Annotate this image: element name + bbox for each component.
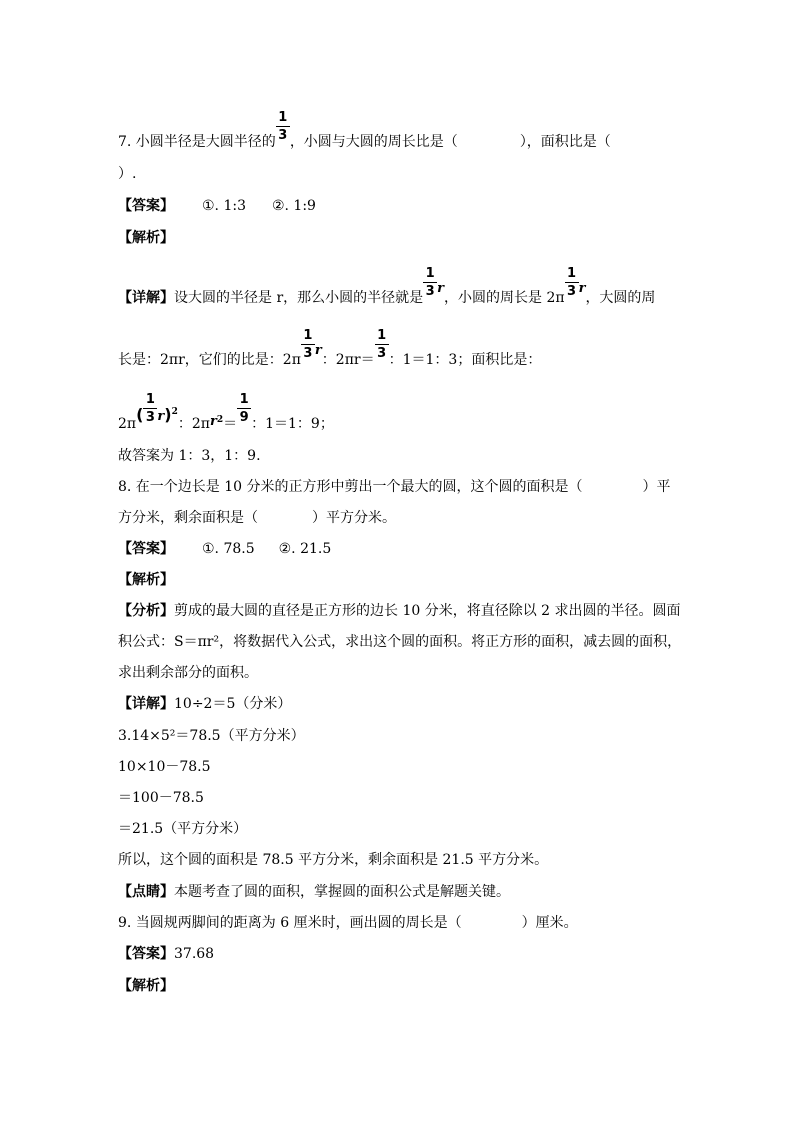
fraction-one-third: $\frac{1}{3}$ — [423, 301, 437, 302]
q8-analysis-line3: 求出剩余部分的面积。 — [118, 665, 258, 681]
q8-summary: 所以，这个圆的面积是 78.5 平方分米，剩余面积是 21.5 平方分米。 — [118, 852, 549, 868]
q8-answer: 【答案】 ①. 78.5 ②. 21.5 — [118, 541, 332, 557]
q8-analysis-tag: 【解析】 — [118, 572, 174, 588]
q8-analysis-line1: 【分析】剪成的最大圆的直径是正方形的边长 10 分米，将直径除以 2 求出圆的半径。圆面 — [118, 603, 681, 619]
fraction-one-third: $\frac{1}{3}$ — [375, 363, 389, 364]
answer-tag: 【答案】 — [118, 946, 174, 962]
q8-analysis-line2: 积公式：S＝πr²，将数据代入公式，求出这个圆的面积。将正方形的面积，减去圆的面积， — [118, 634, 682, 650]
q9-analysis-tag: 【解析】 — [118, 978, 174, 994]
q9-answer: 【答案】37.68 — [118, 946, 215, 962]
q7-answer: 【答案】 ①. 1:3 ②. 1:9 — [118, 198, 316, 214]
fraction-one-third: $\frac{1}{3}$ — [301, 363, 315, 364]
q8-detail-line1: 【详解】10÷2＝5（分米） — [118, 696, 292, 712]
q7-ratio-line: 长是：2πr，它们的比是：2π $\frac{1}{3}$ r：2πr＝ $\frac{1}{3}$ ：1＝1：3；面积比是： — [118, 328, 542, 368]
q7-detail-line1: 【详解】设大圆的半径是 r，那么小圆的半径就是 $\frac{1}{3}$ r，小圆的周长是 2π $\frac{1}{3}$ r，大圆的周 — [118, 266, 656, 306]
q7-conclusion: 故答案为 1：3，1：9. — [118, 448, 261, 464]
q8-detail-line2: 3.14×5²＝78.5（平方分米） — [118, 728, 305, 744]
q8-detail-line4: ＝100－78.5 — [118, 790, 204, 806]
q8-key-point: 【点睛】本题考查了圆的面积，掌握圆的面积公式是解题关键。 — [118, 884, 510, 900]
answer-tag: 【答案】 — [118, 198, 174, 214]
q7-analysis-tag: 【解析】 — [118, 230, 174, 246]
answer-tag: 【答案】 — [118, 541, 174, 557]
q8-detail-line3: 10×10－78.5 — [118, 759, 211, 775]
q8-stem-line1: 8. 在一个边长是 10 分米的正方形中剪出一个最大的圆，这个圆的面积是（ ）平 — [118, 479, 671, 495]
fraction-one-third: $\frac{1}{3}$ — [276, 145, 290, 146]
squared-expression: ( $\frac{1}{3}$ r)$^2$ — [136, 392, 178, 425]
q8-detail-line5: ＝21.5（平方分米） — [118, 821, 248, 837]
q9-stem: 9. 当圆规两脚间的距离为 6 厘米时，画出圆的周长是（ ）厘米。 — [118, 915, 578, 931]
q7-area-line: 2π( $\frac{1}{3}$ r)$^2$：$2\pi r^2=$ $\frac{1}{9}$ ：1＝1：9； — [118, 392, 334, 432]
fraction-one-third: $\frac{1}{3}$ — [565, 301, 579, 302]
q7-stem-line1: 7. 小圆半径是大圆半径的 $\frac{1}{3}$ ，小圆与大圆的周长比是（ ），面积比是（ — [118, 110, 611, 150]
fraction-one-ninth: $\frac{1}{9}$ — [237, 427, 251, 428]
q7-stem-line2: ）. — [118, 166, 137, 182]
q8-stem-line2: 方分米，剩余面积是（ ）平方分米。 — [118, 510, 396, 526]
